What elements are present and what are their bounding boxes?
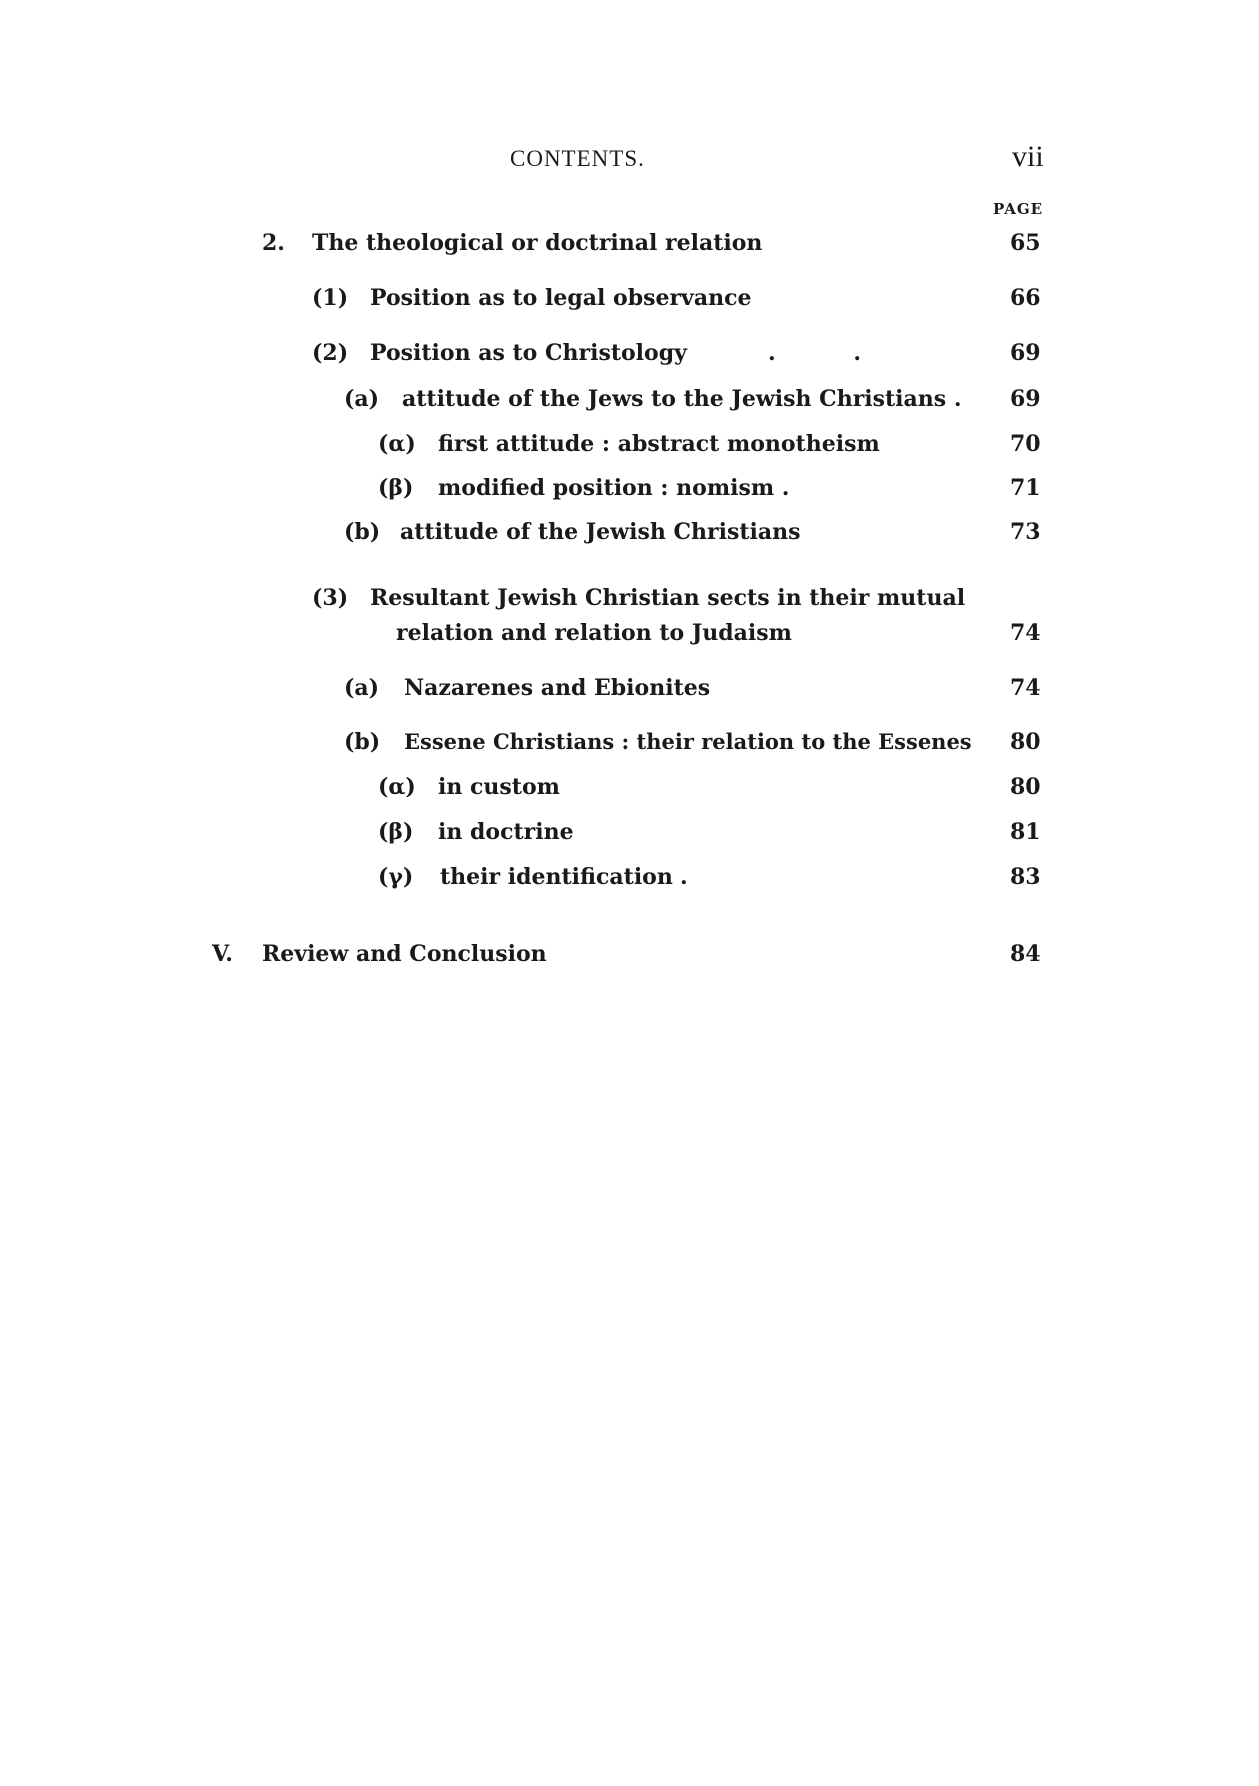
toc-entry-page: 73: [1010, 519, 1041, 545]
toc-entry-page: 65: [1010, 230, 1041, 256]
page-title: CONTENTS.: [510, 146, 645, 171]
toc-entry-marker: (1): [312, 285, 349, 311]
toc-entry-page: 71: [1010, 475, 1041, 501]
toc-entry-marker: (2): [312, 340, 349, 366]
toc-entry-page: 74: [1010, 620, 1041, 646]
toc-entry-marker: (α): [378, 774, 416, 800]
toc-entry-marker: (3): [312, 585, 349, 611]
toc-entry-leader: . .: [768, 340, 861, 366]
toc-entry-leader: .: [680, 864, 688, 890]
toc-entry-text: Nazarenes and Ebionites: [404, 675, 711, 701]
toc-entry-page: 69: [1010, 386, 1041, 412]
toc-entry-marker: (β): [378, 475, 414, 501]
toc-entry-page: 66: [1010, 285, 1041, 311]
toc-entry-text: in custom: [438, 774, 560, 800]
toc-entry-marker: (a): [344, 386, 380, 412]
toc-entry-page: 80: [1010, 774, 1041, 800]
toc-entry-text: Resultant Jewish Christian sects in their mutual: [370, 585, 966, 611]
toc-entry-marker: (b): [344, 729, 381, 755]
toc-entry-page: 81: [1010, 819, 1041, 845]
toc-entry-page: 80: [1010, 729, 1041, 755]
toc-entry-marker: (b): [344, 519, 381, 545]
toc-entry-page: 83: [1010, 864, 1041, 890]
toc-entry-text: in doctrine: [438, 819, 574, 845]
page-number: vii: [1012, 140, 1044, 173]
toc-entry-marker: V.: [212, 941, 233, 967]
toc-entry-text: first attitude : abstract monotheism: [438, 431, 880, 457]
page-column-label: PAGE: [993, 200, 1044, 218]
toc-entry-page: 70: [1010, 431, 1041, 457]
toc-entry-text: Review and Conclusion: [262, 941, 547, 967]
toc-entry-marker: (α): [378, 431, 416, 457]
toc-entry-marker: (β): [378, 819, 414, 845]
toc-entry-text: The theological or doctrinal relation: [312, 230, 763, 256]
toc-entry-text: modified position : nomism .: [438, 475, 790, 501]
toc-entry-text: Position as to Christology: [370, 340, 687, 366]
toc-entry-text: attitude of the Jewish Christians: [400, 519, 801, 545]
toc-entry-page: 84: [1010, 941, 1041, 967]
toc-entry-text: Essene Christians : their relation to the Essenes: [404, 729, 972, 754]
toc-entry-marker: (a): [344, 675, 380, 701]
toc-entry-marker: (γ): [378, 864, 414, 890]
toc-entry-text: Position as to legal observance: [370, 285, 752, 311]
toc-entry-text-continued: relation and relation to Judaism: [396, 620, 792, 646]
toc-entry-page: 74: [1010, 675, 1041, 701]
toc-entry-text: their identification: [440, 864, 673, 890]
toc-entry-text: attitude of the Jews to the Jewish Christians .: [402, 386, 962, 412]
toc-entry-page: 69: [1010, 340, 1041, 366]
toc-entry-marker: 2.: [262, 230, 285, 256]
